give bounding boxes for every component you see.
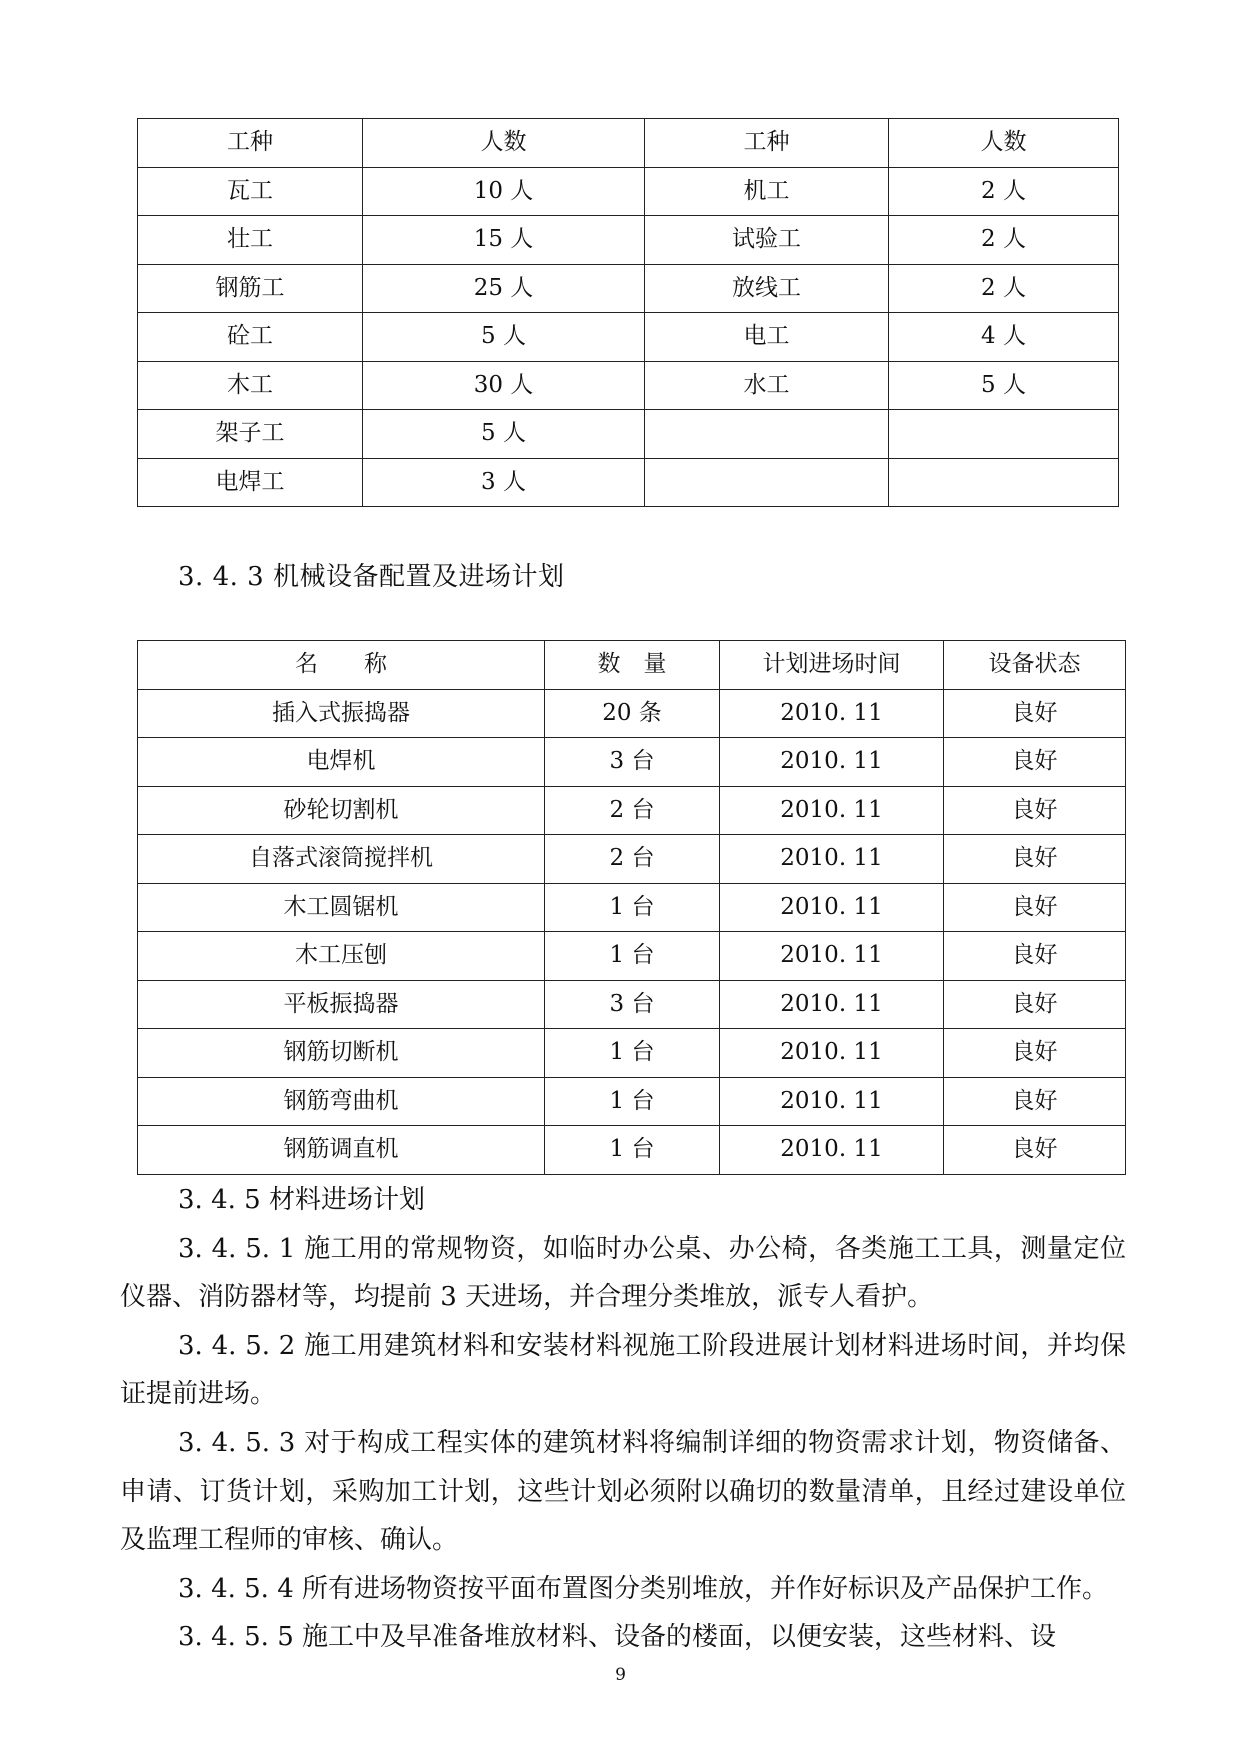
table-cell: 自落式滚筒搅拌机 — [138, 835, 545, 884]
table-cell: 木工 — [138, 361, 363, 410]
table-cell: 1 台 — [545, 1077, 720, 1126]
table-cell: 2 人 — [889, 167, 1119, 216]
equipment-table — [137, 640, 1126, 1175]
paragraph: 3. 4. 5. 2 施工用建筑材料和安装材料视施工阶段进展计划材料进场时间，并均保证提前进场。 — [120, 1330, 1126, 1410]
table-cell: 2010. 11 — [720, 689, 944, 738]
table-cell: 试验工 — [645, 216, 889, 265]
table-cell: 木工圆锯机 — [138, 883, 545, 932]
table-cell: 2010. 11 — [720, 932, 944, 981]
table-cell: 2010. 11 — [720, 1126, 944, 1175]
table-cell: 钢筋工 — [138, 264, 363, 313]
header-cell: 工种 — [138, 119, 363, 168]
header-cell: 数 量 — [545, 641, 720, 690]
table-row — [138, 1029, 1126, 1078]
table-header-row — [138, 641, 1126, 690]
table-cell: 良好 — [944, 738, 1126, 787]
table-cell: 电焊机 — [138, 738, 545, 787]
table-cell: 4 人 — [889, 313, 1119, 362]
table-cell: 良好 — [944, 786, 1126, 835]
table-cell: 3 台 — [545, 980, 720, 1029]
section-heading-equipment: 3. 4. 3 机械设备配置及进场计划 — [178, 562, 565, 592]
table-cell: 良好 — [944, 932, 1126, 981]
table-row — [138, 932, 1126, 981]
table-row — [138, 1126, 1126, 1175]
table-cell: 3 台 — [545, 738, 720, 787]
table-row — [138, 738, 1126, 787]
table-cell: 2010. 11 — [720, 738, 944, 787]
table-cell: 2010. 11 — [720, 786, 944, 835]
table-row — [138, 835, 1126, 884]
table-row — [138, 313, 1119, 362]
table-cell: 良好 — [944, 883, 1126, 932]
table-cell: 瓦工 — [138, 167, 363, 216]
paragraph: 3. 4. 5. 5 施工中及早准备堆放材料、设备的楼面，以便安装，这些材料、设 — [178, 1622, 1057, 1653]
table-cell: 钢筋切断机 — [138, 1029, 545, 1078]
table-cell: 砂轮切割机 — [138, 786, 545, 835]
table-row — [138, 264, 1119, 313]
table-cell: 水工 — [645, 361, 889, 410]
header-cell: 计划进场时间 — [720, 641, 944, 690]
table-cell: 电焊工 — [138, 458, 363, 507]
table-cell: 架子工 — [138, 410, 363, 459]
table-row — [138, 689, 1126, 738]
table-cell: 放线工 — [645, 264, 889, 313]
materials-section — [120, 1176, 1126, 1662]
table-cell: 2010. 11 — [720, 1029, 944, 1078]
table-cell: 3 人 — [363, 458, 645, 507]
table-cell: 5 人 — [363, 410, 645, 459]
table-row — [138, 883, 1126, 932]
table-cell: 插入式振捣器 — [138, 689, 545, 738]
table-row — [138, 980, 1126, 1029]
table-cell: 良好 — [944, 1029, 1126, 1078]
table-cell: 钢筋调直机 — [138, 1126, 545, 1175]
table-cell: 良好 — [944, 689, 1126, 738]
table-cell: 1 台 — [545, 1126, 720, 1175]
header-cell: 人数 — [363, 119, 645, 168]
table-cell: 2 台 — [545, 835, 720, 884]
header-cell: 设备状态 — [944, 641, 1126, 690]
paragraph: 3. 4. 5. 1 施工用的常规物资，如临时办公桌、办公椅，各类施工工具，测量定位仪器、消防器材等，均提前 3 天进场，并合理分类堆放，派专人看护。 — [120, 1233, 1126, 1313]
header-cell: 名 称 — [138, 641, 545, 690]
table-row — [138, 458, 1119, 507]
table-cell: 2010. 11 — [720, 1077, 944, 1126]
table-cell: 砼工 — [138, 313, 363, 362]
table-cell: 2010. 11 — [720, 883, 944, 932]
header-cell: 工种 — [645, 119, 889, 168]
table-cell: 1 台 — [545, 1029, 720, 1078]
table-cell: 15 人 — [363, 216, 645, 265]
table-cell: 30 人 — [363, 361, 645, 410]
table-cell: 良好 — [944, 835, 1126, 884]
table-cell: 良好 — [944, 1126, 1126, 1175]
workers-table — [137, 118, 1119, 507]
section-heading-materials: 3. 4. 5 材料进场计划 — [178, 1185, 425, 1215]
table-cell: 2 人 — [889, 264, 1119, 313]
table-cell — [889, 458, 1119, 507]
table-row — [138, 786, 1126, 835]
table-cell: 2010. 11 — [720, 980, 944, 1029]
table-cell: 壮工 — [138, 216, 363, 265]
table-header-row — [138, 119, 1119, 168]
table-cell — [889, 410, 1119, 459]
table-cell — [645, 458, 889, 507]
table-cell: 平板振捣器 — [138, 980, 545, 1029]
table-cell: 10 人 — [363, 167, 645, 216]
table-row — [138, 167, 1119, 216]
table-cell: 2 人 — [889, 216, 1119, 265]
paragraph: 3. 4. 5. 3 对于构成工程实体的建筑材料将编制详细的物资需求计划，物资储备、申请、订货计划，采购加工计划，这些计划必须附以确切的数量清单，且经过建设单位及监理工程师的审核、确认。 — [120, 1427, 1126, 1556]
header-cell: 人数 — [889, 119, 1119, 168]
table-cell: 1 台 — [545, 932, 720, 981]
table-cell: 2010. 11 — [720, 835, 944, 884]
table-cell: 25 人 — [363, 264, 645, 313]
table-cell: 20 条 — [545, 689, 720, 738]
table-cell: 1 台 — [545, 883, 720, 932]
table-cell: 良好 — [944, 980, 1126, 1029]
table-cell — [645, 410, 889, 459]
table-row — [138, 361, 1119, 410]
table-cell: 钢筋弯曲机 — [138, 1077, 545, 1126]
table-cell: 机工 — [645, 167, 889, 216]
table-row — [138, 216, 1119, 265]
table-cell: 5 人 — [889, 361, 1119, 410]
table-row — [138, 410, 1119, 459]
table-cell: 木工压刨 — [138, 932, 545, 981]
table-cell: 5 人 — [363, 313, 645, 362]
table-row — [138, 1077, 1126, 1126]
table-cell: 电工 — [645, 313, 889, 362]
table-cell: 2 台 — [545, 786, 720, 835]
page-number: 9 — [615, 1665, 626, 1685]
table-cell: 良好 — [944, 1077, 1126, 1126]
paragraph: 3. 4. 5. 4 所有进场物资按平面布置图分类别堆放，并作好标识及产品保护工作。 — [178, 1573, 1109, 1604]
